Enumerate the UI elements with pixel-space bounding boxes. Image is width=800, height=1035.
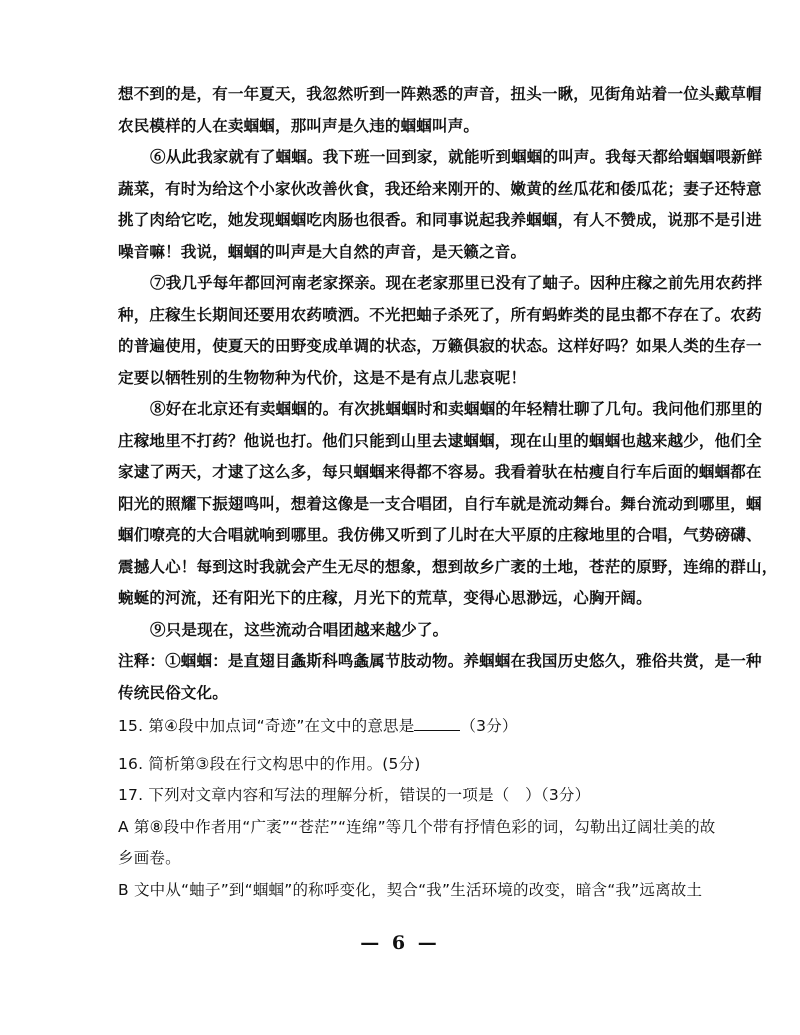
option-a-continued: 乡画卷。: [118, 849, 181, 867]
passage-line: 噪音嘛！我说，蝈蝈的叫声是大自然的声音，是天籁之音。: [118, 241, 527, 261]
question-17: 17. 下列对文章内容和写法的理解分析，错误的一项是（ ）（3分）: [118, 786, 591, 804]
option-a: A 第⑧段中作者用“广袤”“苍茫”“连绵”等几个带有抒情色彩的词，勾勒出辽阔壮美的故: [118, 817, 716, 836]
question-16: 16. 简析第③段在行文构思中的作用。(5分): [118, 754, 421, 773]
note-line: 传统民俗文化。: [118, 682, 228, 702]
note-line: 注释：①蝈蝈：是直翅目螽斯科鸣螽属节肢动物。养蝈蝈在我国历史悠久，雅俗共赏，是一种: [118, 651, 762, 670]
page-number: — 6 —: [360, 932, 440, 954]
passage-line: 蝈们嘹亮的大合唱就响到哪里。我仿佛又听到了儿时在大平原的庄稼地里的合唱，气势磅礴、: [118, 525, 762, 544]
passage-line: 震撼人心！每到这时我就会产生无尽的想象，想到故乡广袤的土地，苍茫的原野，连绵的群山，: [118, 556, 778, 576]
paragraph-9: ⑨只是现在，这些流动合唱团越来越少了。: [150, 619, 449, 639]
question-15-prefix: 15. 第④段中加点词“: [118, 717, 265, 735]
passage-line: 庄稼地里不打药？他说也打。他们只能到山里去逮蝈蝈，现在山里的蝈蝈也越来越少，他们全: [118, 430, 762, 450]
dotted-char: 奇 ·: [265, 717, 281, 735]
passage-line: 蜿蜒的河流，还有阳光下的庄稼，月光下的荒草，变得心思渺远，心胸开阔。: [118, 588, 652, 607]
passage-line: 阳光的照耀下振翅鸣叫，想着这像是一支合唱团，自行车就是流动舞台。舞台流动到哪里，蝈: [118, 493, 762, 513]
passage-line: 的普遍使用，使夏天的田野变成单调的状态，万籁俱寂的状态。这样好吗？如果人类的生存一: [118, 336, 762, 355]
passage-line: 家逮了两天，才逮了这么多，每只蝈蝈来得都不容易。我看着驮在枯瘦自行车后面的蝈蝈都在: [118, 462, 762, 481]
passage-line: 蔬菜，有时为给这个小家伙改善伙食，我还给来刚开的、嫩黄的丝瓜花和倭瓜花；妻子还特意: [118, 178, 762, 198]
dotted-char: 迹 ·: [281, 717, 297, 735]
paragraph-6-start: ⑥从此我家就有了蝈蝈。我下班一回到家，就能听到蝈蝈的叫声。我每天都给蝈蝈喂新鲜: [150, 147, 763, 166]
passage-line: 种，庄稼生长期间还要用农药喷洒。不光把蚰子杀死了，所有蚂蚱类的昆虫都不存在了。农药: [118, 304, 762, 324]
passage-line: 挑了肉给它吃，她发现蝈蝈吃肉肠也很香。和同事说起我养蝈蝈，有人不赞成，说那不是引进: [118, 210, 762, 229]
question-15-middle: ”在文中的意思是: [296, 717, 415, 735]
question-15: [118, 711, 708, 743]
answer-blank[interactable]: [414, 716, 460, 731]
passage-line: 农民模样的人在卖蝈蝈，那叫声是久违的蝈蝈叫声。: [118, 115, 480, 135]
option-b: B 文中从“蚰子”到“蝈蝈”的称呼变化，契合“我”生活环境的改变，暗含“我”远离故土: [118, 880, 703, 899]
passage-line: 定要以牺牲别的生物物种为代价，这是不是有点儿悲哀呢！: [118, 367, 527, 387]
questions: [118, 711, 716, 906]
paragraph-8-start: ⑧好在北京还有卖蝈蝈的。有次挑蝈蝈时和卖蝈蝈的年轻精壮聊了几句。我问他们那里的: [150, 399, 763, 418]
paragraph-7-start: ⑦我几乎每年都回河南老家探亲。现在老家那里已没有了蚰子。因种庄稼之前先用农药拌: [150, 273, 763, 292]
passage: [118, 78, 778, 708]
passage-line: 想不到的是，有一年夏天，我忽然听到一阵熟悉的声音，扭头一瞅，见街角站着一位头戴草帽: [118, 84, 762, 103]
question-15-score: （3分）: [460, 717, 518, 735]
